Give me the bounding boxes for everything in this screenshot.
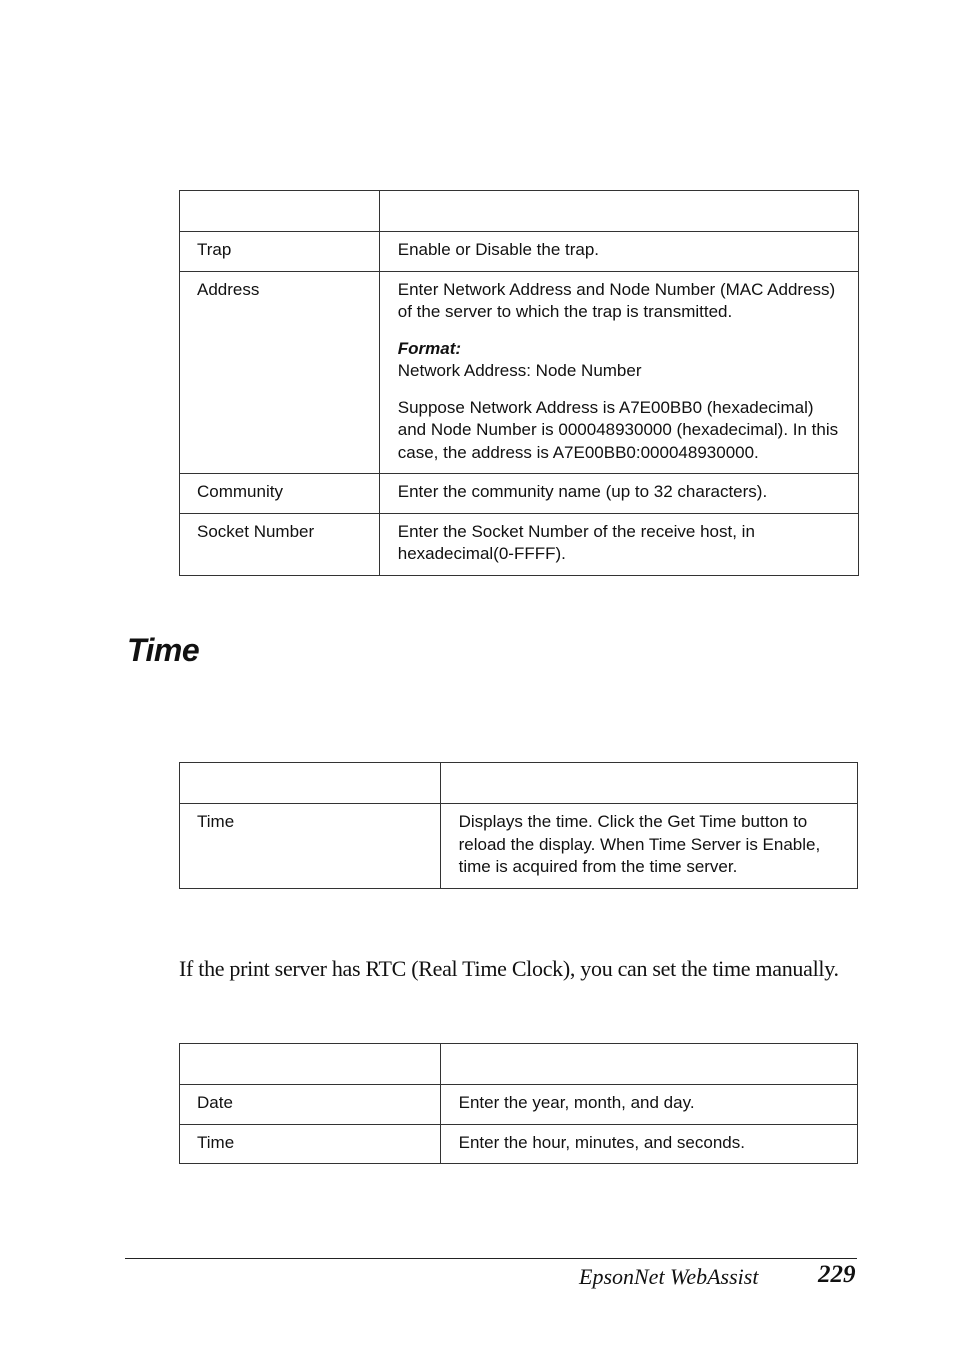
table-row-trap: [180, 232, 859, 272]
body-paragraph: If the print server has RTC (Real Time Clock), you can set the time manually.: [179, 956, 839, 981]
setting-description: Enter the Socket Number of the receive host, in hexadecimal(0-FFFF).: [379, 513, 858, 575]
table-row-time: [180, 804, 858, 889]
time-table: [179, 762, 858, 889]
section-heading: Time: [127, 632, 200, 668]
rtc-table: [179, 1043, 858, 1164]
table-row-address: [180, 271, 859, 474]
table-header-row: [180, 1044, 858, 1085]
setting-label: Trap: [180, 232, 380, 272]
setting-description: Enable or Disable the trap.: [379, 232, 858, 272]
setting-label: Time: [180, 1124, 441, 1164]
table-row-time: [180, 1124, 858, 1164]
address-format: [398, 338, 844, 383]
setting-label: Address: [180, 271, 380, 474]
table-row-date: [180, 1085, 858, 1125]
footer-title: EpsonNet WebAssist: [579, 1264, 759, 1289]
setting-description: Enter the hour, minutes, and seconds.: [440, 1124, 857, 1164]
setting-label: Community: [180, 474, 380, 514]
address-description: Enter Network Address and Node Number (MAC Address) of the server to which the trap is transmitted.: [397, 279, 836, 321]
address-example: Suppose Network Address is A7E00BB0 (hexadecimal) and Node Number is 000048930000 (hexadecimal). In this case, the address is A7E00BB0:000048930000.: [397, 397, 839, 462]
table-row-community: [180, 474, 859, 514]
footer-rule: [125, 1258, 857, 1259]
table-header-row: [180, 763, 858, 804]
setting-description: [379, 271, 858, 474]
setting-label: Time: [180, 804, 441, 889]
setting-description: Displays the time. Click the Get Time button to reload the display. When Time Server is Enable, time is acquired from the time server.: [440, 804, 857, 889]
format-label: Format:: [397, 338, 462, 358]
page-number: 229: [818, 1261, 856, 1288]
trap-settings-table: [179, 190, 859, 576]
setting-description: Enter the community name (up to 32 characters).: [379, 474, 858, 514]
table-row-socket-number: [180, 513, 859, 575]
table-header-row: [180, 191, 859, 232]
setting-label: Date: [180, 1085, 441, 1125]
setting-label: Socket Number: [180, 513, 380, 575]
format-value: Network Address: Node Number: [397, 361, 642, 380]
setting-description: Enter the year, month, and day.: [440, 1085, 857, 1125]
